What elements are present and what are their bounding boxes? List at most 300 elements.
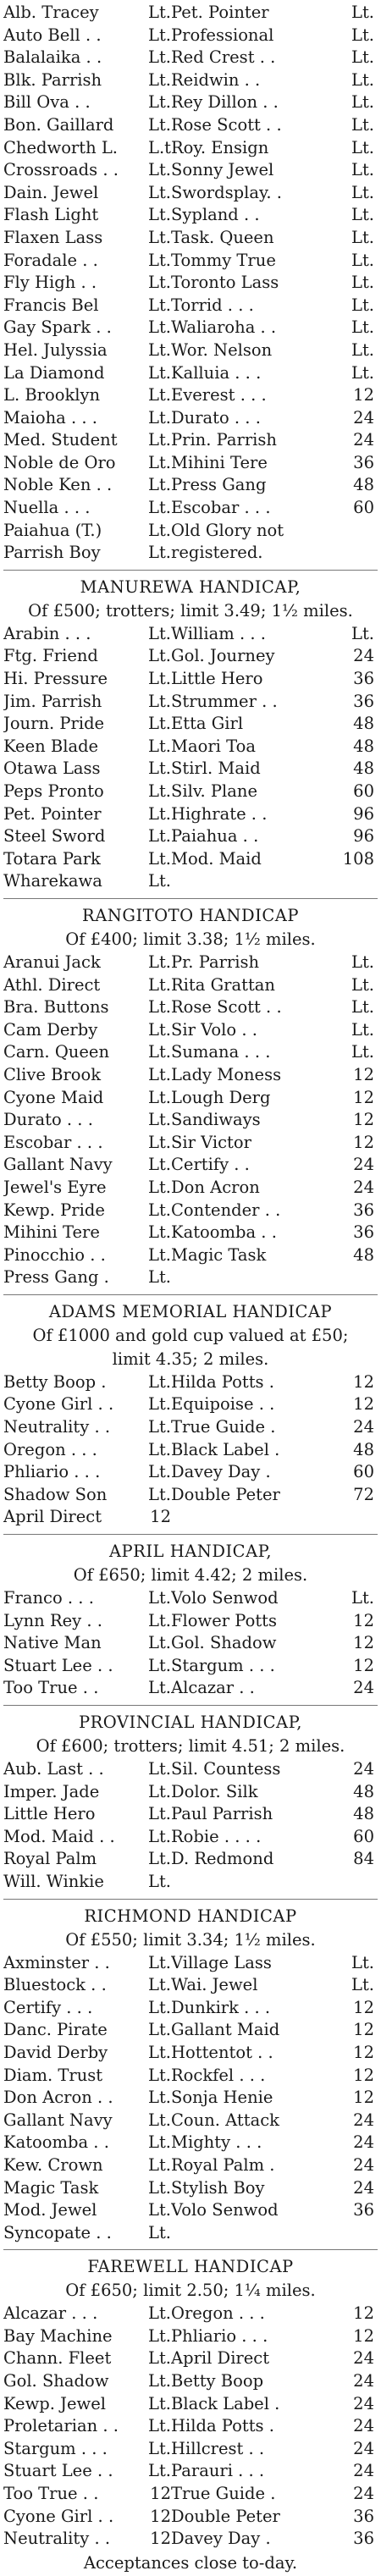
section-conditions: Of £500; trotters; limit 3.49; 1½ miles.	[28, 600, 353, 621]
left-horse-name: Stuart Lee . .	[3, 2461, 113, 2481]
entry-row	[3, 2154, 378, 2177]
right-horse-name: Dolor. Silk	[171, 1781, 258, 1801]
left-handicap: Lt.	[148, 227, 171, 247]
handicap-section	[3, 1294, 378, 1529]
entry-row	[3, 2347, 378, 2370]
left-handicap: Lt.	[148, 250, 171, 270]
left-handicap: Lt.	[148, 295, 171, 315]
right-horse-name: Wor. Nelson	[171, 339, 273, 360]
right-horse-name: Sir Victor	[171, 1132, 251, 1152]
left-handicap: Lt.	[148, 2177, 171, 2198]
entry-row	[3, 2483, 378, 2506]
right-horse-name: True Guide .	[171, 1417, 276, 1437]
right-horse-name: Sir Volo . .	[171, 1019, 257, 1040]
left-horse-name: Alcazar . . .	[3, 2303, 98, 2324]
entry-row	[3, 870, 378, 893]
handicap-section	[3, 898, 378, 1289]
left-horse-name: Kewp. Jewel	[3, 2393, 106, 2413]
left-horse-name: Bra. Buttons	[3, 997, 109, 1018]
right-handicap: 48	[353, 1244, 374, 1265]
left-handicap: Lt.	[148, 182, 171, 202]
right-horse-name: Contender . .	[171, 1200, 281, 1220]
section-divider	[3, 570, 378, 571]
entry-row	[3, 384, 378, 407]
left-horse-name: Otawa Lass	[3, 758, 101, 779]
left-horse-name: Syncopate . .	[3, 2222, 112, 2242]
right-handicap	[340, 1266, 374, 1289]
entry-row	[3, 2222, 378, 2245]
left-handicap: Lt.	[148, 407, 171, 427]
right-handicap: 48	[353, 1804, 374, 1824]
footer-note: Acceptances close to-day.	[83, 2552, 298, 2573]
left-horse-name: Aranui Jack	[3, 952, 101, 972]
entry-row	[3, 1610, 378, 1633]
entry-row	[3, 227, 378, 250]
right-handicap: 60	[353, 1462, 374, 1482]
right-handicap: 24	[353, 1177, 374, 1197]
left-horse-name: Balalaika . .	[3, 47, 102, 68]
entry-row	[3, 272, 378, 295]
entry-row	[3, 1154, 378, 1177]
left-handicap: 12	[150, 2529, 171, 2549]
right-horse-name: Reidwin . .	[171, 69, 261, 90]
left-handicap: Lt.	[148, 952, 171, 972]
right-handicap: 24	[353, 2393, 374, 2413]
entry-row	[3, 339, 378, 362]
entry-row	[3, 2110, 378, 2132]
right-horse-name: Lough Derg	[171, 1087, 271, 1107]
left-handicap: Lt.	[148, 997, 171, 1018]
entry-row	[3, 1826, 378, 1849]
left-handicap: Lt.	[148, 498, 171, 518]
left-handicap: L.t	[148, 137, 171, 157]
right-handicap: 24	[353, 407, 374, 427]
right-handicap	[340, 1871, 374, 1894]
left-horse-name: Jewel's Eyre	[3, 1177, 107, 1197]
right-handicap: Lt.	[351, 182, 374, 202]
right-horse-name: Rockfel . . .	[171, 2065, 266, 2085]
right-handicap: 48	[353, 475, 374, 495]
right-handicap: Lt.	[351, 623, 374, 643]
right-horse-name: Davey Day .	[171, 1462, 271, 1482]
section-title: ADAMS MEMORIAL HANDICAP	[48, 1301, 333, 1321]
right-horse-name: Hilda Potts .	[171, 1371, 274, 1392]
right-handicap: 12	[353, 2042, 374, 2062]
entry-row	[3, 497, 378, 520]
right-horse-name: Sumana . . .	[171, 1042, 271, 1062]
entry-row	[3, 1461, 378, 1484]
right-horse-name: Lady Moness	[171, 1064, 282, 1084]
entry-row	[3, 623, 378, 646]
left-horse-name: Hi. Pressure	[3, 669, 108, 689]
entry-row	[3, 429, 378, 452]
right-handicap: 48	[353, 1781, 374, 1801]
entry-row	[3, 1244, 378, 1267]
right-horse-name: Mighty . . .	[171, 2132, 262, 2153]
left-horse-name: La Diamond	[3, 362, 105, 383]
right-handicap: 24	[353, 2461, 374, 2481]
right-horse-name: Paul Parrish	[171, 1804, 273, 1824]
right-horse-name: Paiahua . .	[171, 826, 259, 847]
left-horse-name: L. Brooklyn	[3, 385, 101, 405]
left-horse-name: Foradale . .	[3, 250, 98, 270]
right-horse-name: William . . .	[171, 623, 266, 643]
right-horse-name: Davey Day .	[171, 2529, 271, 2549]
right-horse-name: April Direct	[171, 2348, 270, 2369]
left-handicap: Lt.	[148, 1759, 171, 1779]
left-horse-name: Durato . . .	[3, 1110, 93, 1130]
right-handicap: 24	[353, 2438, 374, 2458]
right-horse-name: Parauri . . .	[171, 2461, 265, 2481]
right-handicap: 12	[353, 1371, 374, 1392]
left-horse-name: Flaxen Lass	[3, 227, 103, 247]
entry-row	[3, 204, 378, 227]
left-horse-name: Don Acron . .	[3, 2088, 113, 2108]
right-horse-name: Double Peter	[171, 1484, 280, 1504]
left-horse-name: Too True . .	[3, 2484, 99, 2504]
left-handicap: Lt.	[148, 646, 171, 666]
left-horse-name: Clive Brook	[3, 1064, 102, 1084]
left-horse-name: David Derby	[3, 2042, 108, 2062]
entry-row	[3, 182, 378, 205]
section-title: RICHMOND HANDICAP	[84, 1906, 297, 1926]
right-handicap: 36	[353, 452, 374, 472]
left-handicap: Lt.	[148, 2020, 171, 2040]
handicap-section	[3, 2249, 378, 2551]
left-horse-name: Bill Ova . .	[3, 92, 91, 113]
left-handicap: Lt.	[148, 2461, 171, 2481]
right-horse-name: Volo Senwod	[171, 2200, 279, 2220]
entry-row	[3, 362, 378, 385]
right-handicap: 12	[353, 1997, 374, 2017]
left-horse-name: Escobar . . .	[3, 1132, 103, 1152]
entry-row	[3, 47, 378, 69]
right-horse-name	[171, 1266, 340, 1289]
entry-row	[3, 1758, 378, 1781]
entry-row	[3, 2303, 378, 2325]
entry-row	[3, 1416, 378, 1439]
right-horse-name: Don Acron	[171, 1177, 260, 1197]
entry-row	[3, 781, 378, 803]
right-handicap: 36	[353, 2506, 374, 2526]
left-handicap: Lt.	[148, 1222, 171, 1243]
entry-row	[3, 137, 378, 160]
right-handicap: 72	[353, 1484, 374, 1504]
right-handicap: Lt.	[351, 295, 374, 315]
left-horse-name: Ftg. Friend	[3, 646, 98, 666]
right-horse-name: Equipoise . .	[171, 1394, 275, 1415]
right-horse-name: Escobar . . .	[171, 498, 271, 518]
left-handicap: Lt.	[148, 2088, 171, 2108]
right-handicap: 24	[353, 430, 374, 450]
entry-row	[3, 1109, 378, 1132]
left-handicap: Lt.	[148, 1177, 171, 1197]
right-handicap: 60	[353, 1826, 374, 1846]
left-handicap: Lt.	[148, 2110, 171, 2130]
right-handicap: 12	[353, 1087, 374, 1107]
right-horse-name: Stirl. Maid	[171, 758, 261, 779]
left-horse-name: Mihini Tere	[3, 1222, 100, 1243]
left-handicap: Lt.	[148, 736, 171, 756]
right-handicap: 24	[353, 2371, 374, 2391]
right-horse-name: Task. Queen	[171, 227, 274, 247]
right-horse-name: Rita Grattan	[171, 974, 275, 995]
left-horse-name: Mod. Maid . .	[3, 1826, 115, 1846]
entry-row	[3, 1132, 378, 1155]
right-horse-name: Old Glory not	[171, 520, 284, 540]
left-horse-name: Magic Task	[3, 2177, 99, 2198]
left-handicap: Lt.	[148, 2348, 171, 2369]
left-handicap: Lt.	[148, 1462, 171, 1482]
entry-row	[3, 1484, 378, 1507]
left-handicap: Lt.	[148, 1610, 171, 1630]
left-horse-name: Totara Park	[3, 848, 101, 869]
left-horse-name: Nuella . . .	[3, 498, 91, 518]
right-handicap: 12	[353, 2088, 374, 2108]
right-horse-name: Robie . . . .	[171, 1826, 262, 1846]
entry-row	[3, 1019, 378, 1042]
right-handicap: 24	[353, 2132, 374, 2153]
left-horse-name: Hel. Julyssia	[3, 339, 108, 360]
entry-row	[3, 2415, 378, 2438]
right-handicap: Lt.	[351, 250, 374, 270]
right-handicap: Lt.	[351, 1952, 374, 1972]
left-horse-name: Gay Spark . .	[3, 317, 112, 338]
entry-row	[3, 2087, 378, 2110]
left-horse-name: Bay Machine	[3, 2325, 113, 2346]
left-horse-name: Neutrality . .	[3, 1417, 111, 1437]
intro-list	[3, 2, 378, 565]
left-horse-name: Lynn Rey . .	[3, 1610, 102, 1630]
left-horse-name: Gol. Shadow	[3, 2371, 109, 2391]
entry-row	[3, 542, 378, 565]
left-horse-name: Franco . . .	[3, 1588, 94, 1608]
entry-row	[3, 2325, 378, 2348]
right-handicap: 48	[353, 736, 374, 756]
left-horse-name: Carn. Queen	[3, 1042, 110, 1062]
right-handicap: 24	[353, 2416, 374, 2436]
left-handicap: Lt.	[148, 2438, 171, 2458]
left-horse-name: Kewp. Pride	[3, 1200, 105, 1220]
right-horse-name: Gol. Journey	[171, 646, 275, 666]
left-horse-name: Oregon . . .	[3, 1439, 97, 1459]
right-handicap	[340, 1506, 374, 1529]
left-horse-name: Danc. Pirate	[3, 2020, 108, 2040]
entry-row	[3, 1439, 378, 1462]
left-handicap: Lt.	[148, 1244, 171, 1265]
left-handicap: Lt.	[148, 848, 171, 869]
left-horse-name: Phliario . . .	[3, 1462, 101, 1482]
left-horse-name: Shadow Son	[3, 1484, 108, 1504]
left-handicap: Lt.	[148, 1975, 171, 1995]
left-handicap: Lt.	[148, 317, 171, 338]
left-horse-name: Cyone Girl . .	[3, 1394, 114, 1415]
left-horse-name: Steel Sword	[3, 826, 106, 847]
right-handicap: Lt.	[351, 25, 374, 45]
left-handicap: Lt.	[148, 691, 171, 711]
entry-row	[3, 520, 378, 543]
right-handicap: Lt.	[351, 997, 374, 1018]
handicap-section	[3, 570, 378, 893]
entry-row	[3, 295, 378, 317]
right-handicap	[340, 2222, 374, 2245]
left-handicap: Lt.	[148, 714, 171, 734]
entry-row	[3, 2042, 378, 2065]
left-handicap: Lt.	[148, 362, 171, 383]
entry-row	[3, 668, 378, 691]
entry-row	[3, 1200, 378, 1222]
handicap-section	[3, 1705, 378, 1894]
right-handicap: 12	[353, 2325, 374, 2346]
left-horse-name: Imper. Jade	[3, 1781, 100, 1801]
left-horse-name: Flash Light	[3, 205, 99, 225]
section-conditions: Of £1000 and gold cup valued at £50;	[32, 1325, 349, 1345]
entry-row	[3, 645, 378, 668]
section-conditions: Of £550; limit 3.34; 1½ miles.	[65, 1929, 316, 1950]
entry-row	[3, 114, 378, 137]
entry-row	[3, 803, 378, 826]
left-handicap: Lt.	[148, 1110, 171, 1130]
left-horse-name: Crossroads . .	[3, 160, 119, 180]
section-divider	[3, 1705, 378, 1706]
right-horse-name: Sonja Henie	[171, 2088, 273, 2108]
left-handicap: Lt.	[148, 2371, 171, 2391]
right-horse-name: Rose Scott . .	[171, 997, 282, 1018]
left-horse-name: Royal Palm	[3, 1849, 97, 1869]
left-horse-name: Katoomba . .	[3, 2132, 109, 2153]
left-horse-name: Pet. Pointer	[3, 803, 102, 824]
right-handicap: Lt.	[351, 1042, 374, 1062]
left-handicap: Lt.	[148, 2222, 171, 2242]
right-handicap: Lt.	[351, 3, 374, 22]
right-horse-name: Village Lass	[171, 1952, 272, 1972]
left-horse-name: Paiahua (T.)	[3, 520, 102, 540]
left-handicap: Lt.	[148, 1019, 171, 1040]
section-divider	[3, 898, 378, 899]
section-divider	[3, 1294, 378, 1295]
left-handicap: Lt.	[148, 1132, 171, 1152]
left-horse-name: Stargum . . .	[3, 2438, 108, 2458]
right-handicap: 36	[353, 691, 374, 711]
left-horse-name: Diam. Trust	[3, 2065, 103, 2085]
right-handicap: 36	[353, 669, 374, 689]
left-handicap: Lt.	[148, 1849, 171, 1869]
left-horse-name: Pinocchio . .	[3, 1244, 106, 1265]
left-handicap: Lt.	[148, 1633, 171, 1653]
handicap-section	[3, 1899, 378, 2245]
left-horse-name: Neutrality . .	[3, 2529, 111, 2549]
left-horse-name: Arabin . . .	[3, 623, 91, 643]
right-horse-name: Stargum . . .	[171, 1655, 275, 1675]
right-horse-name: Betty Boop	[171, 2371, 264, 2391]
entry-row	[3, 2528, 378, 2551]
right-horse-name: Oregon . . .	[171, 2303, 265, 2324]
entry-row	[3, 159, 378, 182]
right-handicap	[340, 542, 374, 565]
entry-row	[3, 1177, 378, 1200]
left-handicap: 12	[150, 2506, 171, 2526]
left-handicap: Lt.	[148, 1200, 171, 1220]
right-horse-name: Professional	[171, 25, 274, 45]
entry-row	[3, 848, 378, 871]
right-handicap: 12	[353, 2020, 374, 2040]
left-horse-name: Fly High . .	[3, 273, 97, 293]
right-horse-name: registered.	[171, 543, 263, 563]
left-horse-name: Parrish Boy	[3, 543, 101, 563]
entry-row	[3, 2019, 378, 2042]
right-handicap: Lt.	[351, 952, 374, 972]
right-handicap: 12	[353, 385, 374, 405]
left-horse-name: Too True . .	[3, 1678, 99, 1698]
entry-row	[3, 1803, 378, 1826]
left-horse-name: Peps Pronto	[3, 781, 104, 801]
left-horse-name: Wharekawa	[3, 871, 102, 891]
entry-row	[3, 2370, 378, 2393]
entry-row	[3, 250, 378, 273]
left-handicap: Lt.	[148, 475, 171, 495]
left-handicap: 12	[150, 2484, 171, 2504]
left-horse-name: Kew. Crown	[3, 2154, 103, 2175]
right-handicap: Lt.	[351, 92, 374, 113]
left-horse-name: Little Hero	[3, 1804, 96, 1824]
entry-row	[3, 2177, 378, 2200]
right-handicap: Lt.	[351, 362, 374, 383]
entry-row	[3, 1974, 378, 1997]
left-handicap: Lt.	[148, 1064, 171, 1084]
right-horse-name: Torrid . . .	[171, 295, 254, 315]
left-horse-name: Francis Bel	[3, 295, 99, 315]
right-horse-name: Mod. Maid	[171, 848, 262, 869]
right-handicap: Lt.	[351, 974, 374, 995]
left-horse-name: Blk. Parrish	[3, 69, 102, 90]
left-horse-name: Bon. Gaillard	[3, 114, 114, 135]
entry-row	[3, 2065, 378, 2088]
left-handicap: Lt.	[148, 2416, 171, 2436]
right-handicap: 12	[353, 2065, 374, 2085]
left-handicap: Lt.	[148, 92, 171, 113]
right-horse-name: Silv. Plane	[171, 781, 258, 801]
left-horse-name: Cyone Maid	[3, 1087, 104, 1107]
right-handicap: 84	[353, 1849, 374, 1869]
entry-row	[3, 1266, 378, 1289]
left-handicap: Lt.	[148, 1804, 171, 1824]
right-handicap: Lt.	[351, 317, 374, 338]
left-handicap: Lt.	[148, 520, 171, 540]
entry-row	[3, 1393, 378, 1416]
right-handicap: 12	[353, 1132, 374, 1152]
right-handicap: 108	[342, 848, 374, 869]
right-horse-name: Toronto Lass	[171, 273, 279, 293]
left-handicap: Lt.	[148, 2303, 171, 2324]
entry-row	[3, 2506, 378, 2529]
right-horse-name: Alcazar . .	[171, 1678, 255, 1698]
left-handicap: Lt.	[148, 1997, 171, 2017]
left-handicap: Lt.	[148, 273, 171, 293]
right-horse-name: Durato . . .	[171, 407, 261, 427]
left-handicap: Lt.	[148, 1952, 171, 1972]
left-horse-name: Native Man	[3, 1633, 102, 1653]
left-handicap: Lt.	[148, 2154, 171, 2175]
left-horse-name: Athl. Direct	[3, 974, 101, 995]
section-title: FAREWELL HANDICAP	[87, 2257, 294, 2277]
right-horse-name: Sandiways	[171, 1110, 261, 1130]
entry-row	[3, 1222, 378, 1244]
left-handicap: Lt.	[148, 1484, 171, 1504]
right-handicap: 12	[353, 1633, 374, 1653]
left-horse-name: Journ. Pride	[3, 714, 105, 734]
right-horse-name: Pet. Pointer	[171, 3, 269, 22]
entry-row	[3, 25, 378, 47]
